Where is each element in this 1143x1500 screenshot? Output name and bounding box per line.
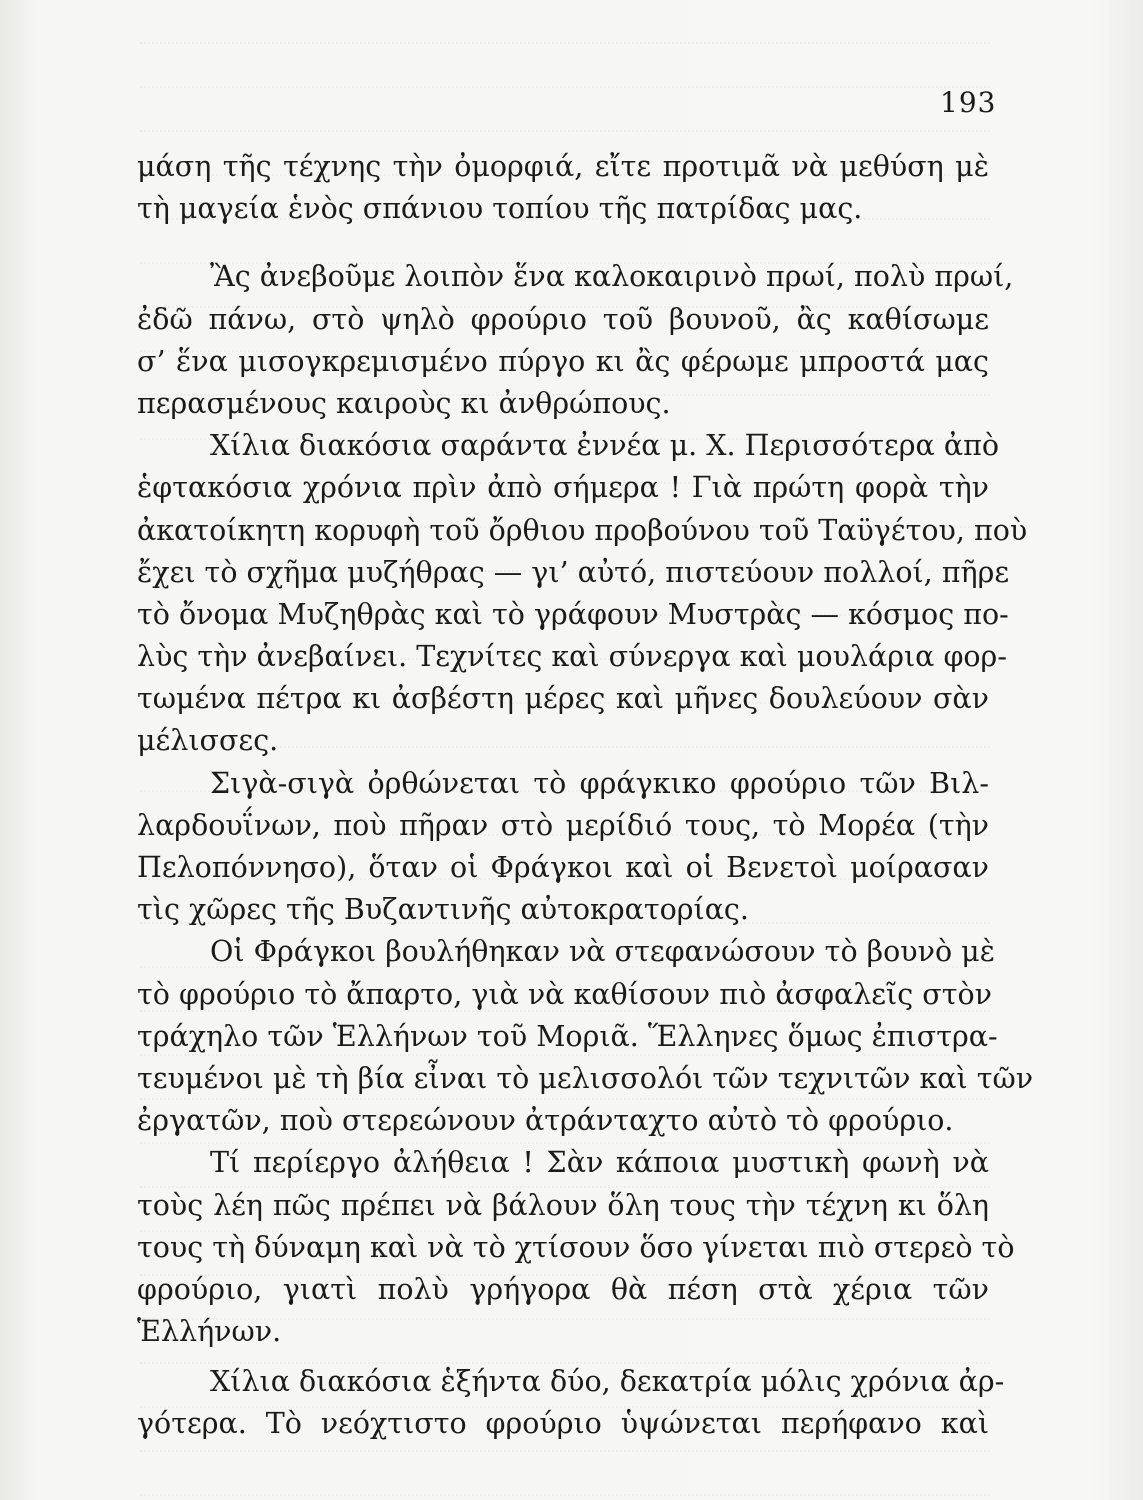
text-line: Ἂς ἀνεβοῦμε λοιπὸν ἕνα καλοκαιρινὸ πρωί, πολὺ πρωί,	[210, 260, 1014, 294]
bleed-line	[140, 86, 997, 132]
text-line: Οἱ Φράγκοι βουλήθηκαν νὰ στεφανώσουν τὸ βουνὸ μὲ	[210, 935, 995, 969]
text-line: ἀκατοίκητη κορυφὴ τοῦ ὄρθιου προβούνου τοῦ Ταϋγέτου, ποὺ	[137, 513, 1028, 547]
text-line: τὸ φρούριο τὸ ἄπαρτο, γιὰ νὰ καθίσουν πιὸ ἀσφαλεῖς στὸν	[137, 977, 992, 1011]
text-line: ἔχει τὸ σχῆμα μυζήθρας — γι’ αὐτό, πιστεύουν πολλοί, πῆρε	[137, 555, 1010, 589]
text-line: τους τὴ δύναμη καὶ νὰ τὸ χτίσουν ὅσο γίνεται πιὸ στερεὸ τὸ	[137, 1230, 1015, 1264]
body-text	[137, 146, 1034, 1446]
text-line: τευμένοι μὲ τὴ βία εἶναι τὸ μελισσολόι τῶν τεχνιτῶν καὶ τῶν	[137, 1061, 1034, 1095]
text-line: ἑφτακόσια χρόνια πρὶν ἀπὸ σήμερα ! Γιὰ πρώτη φορὰ τὴν	[137, 471, 989, 505]
text-line: ἐδῶ πάνω, στὸ ψηλὸ φρούριο τοῦ βουνοῦ, ἂς καθίσωμε	[137, 302, 989, 336]
bleed-line	[140, 1452, 990, 1496]
text-line: μέλισσες.	[137, 724, 279, 758]
text-line: Σιγὰ-σιγὰ ὀρθώνεται τὸ φράγκικο φρούριο τῶν Βιλ-	[210, 766, 989, 800]
text-line: τράχηλο τῶν Ἑλλήνων τοῦ Μοριᾶ. Ἕλληνες ὅμως ἐπιστρα-	[137, 1019, 998, 1053]
bleed-line	[140, 44, 990, 88]
text-line: Τί περίεργο ἀλήθεια ! Σὰν κάποια μυστικὴ φωνὴ νὰ	[210, 1146, 989, 1180]
text-line: λὺς τὴν ἀνεβαίνει. Τεχνίτες καὶ σύνεργα καὶ μουλάρια φορ-	[137, 640, 1007, 674]
text-line: Ἑλλήνων.	[137, 1315, 282, 1349]
text-line: τὸ ὄνομα Μυζηθρὰς καὶ τὸ γράφουν Μυστρὰς — κόσμος πο-	[137, 597, 1009, 631]
page-number: 193	[940, 86, 997, 119]
text-line: γότερα. Τὸ νεόχτιστο φρούριο ὑψώνεται περήφανο καὶ	[137, 1407, 989, 1441]
text-line: φρούριο, γιατὶ πολὺ γρήγορα θὰ πέση στὰ χέρια τῶν	[137, 1272, 989, 1306]
bleed-line	[140, 0, 990, 44]
text-line: Χίλια διακόσια σαράντα ἐννέα μ. Χ. Περισσότερα ἀπὸ	[210, 429, 999, 463]
text-line: τὶς χῶρες τῆς Βυζαντινῆς αὐτοκρατορίας.	[137, 893, 749, 927]
text-line: τὴ μαγεία ἑνὸς σπάνιου τοπίου τῆς πατρίδας μας.	[137, 192, 863, 226]
text-line: τωμένα πέτρα κι ἀσβέστη μέρες καὶ μῆνες δουλεύουν σὰν	[137, 682, 989, 716]
text-line: Πελοπόννησο), ὅταν οἱ Φράγκοι καὶ οἱ Βενετοὶ μοίρασαν	[137, 851, 989, 884]
text-line: μάση τῆς τέχνης τὴν ὀμορφιά, εἴτε προτιμᾶ νὰ μεθύση μὲ	[137, 150, 989, 183]
text-line: τοὺς λέη πῶς πρέπει νὰ βάλουν ὅλη τους τὴν τέχνη κι ὅλη	[137, 1188, 989, 1222]
text-line: περασμένους καιροὺς κι ἀνθρώπους.	[137, 386, 671, 420]
text-line: ἐργατῶν, ποὺ στερεώνουν ἀτράνταχτο αὐτὸ τὸ φρούριο.	[137, 1104, 954, 1138]
text-line: Χίλια διακόσια ἑξήντα δύο, δεκατρία μόλις χρόνια ἀρ-	[210, 1365, 1005, 1399]
text-line: λαρδουΐνων, ποὺ πῆραν στὸ μερίδιό τους, τὸ Μορέα (τὴν	[137, 808, 989, 842]
text-line: σ’ ἕνα μισογκρεμισμένο πύργο κι ἂς φέρωμε μπροστά μας	[137, 344, 989, 378]
